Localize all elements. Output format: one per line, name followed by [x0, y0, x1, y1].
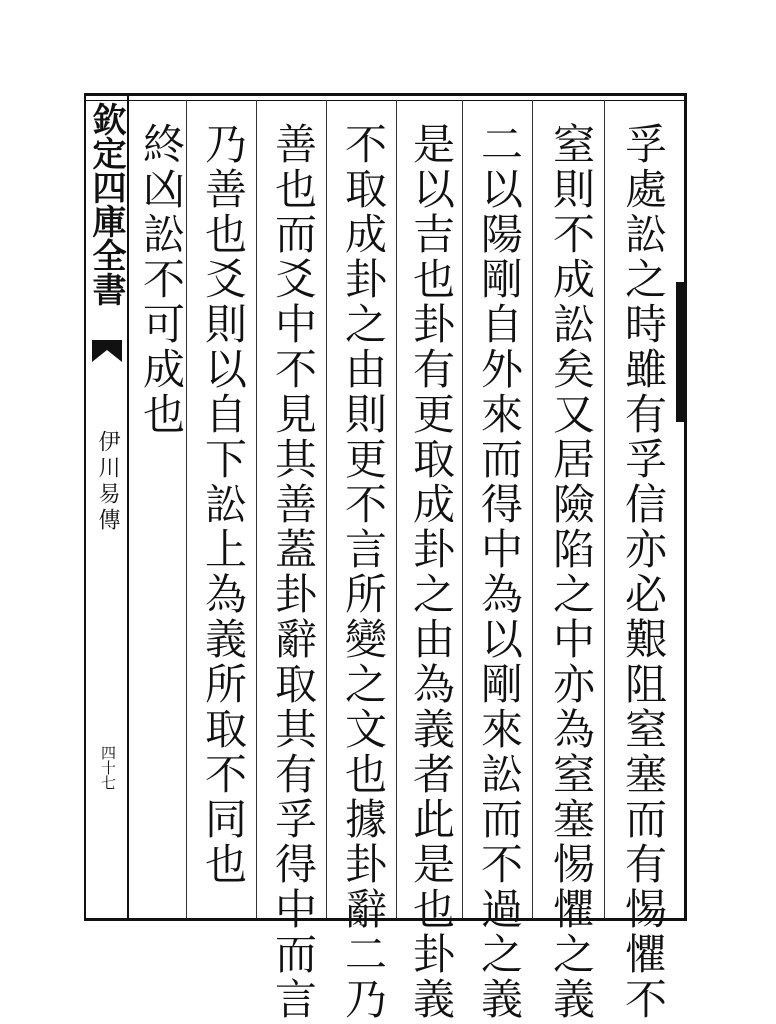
column-divider: [532, 100, 533, 918]
column-divider: [256, 100, 257, 918]
page-number: 四十七: [99, 745, 117, 790]
text-column-4: 是以吉也卦有更取成卦之由為義者此是也卦義: [407, 122, 456, 1022]
collection-title: 欽定四庫全書: [86, 102, 126, 306]
fish-tail-mark-icon: [90, 338, 124, 364]
margin-divider: [127, 93, 129, 921]
text-column-6: 善也而爻中不見其善蓋卦辭取其有孚得中而言: [269, 122, 318, 1022]
top-border: [84, 93, 686, 96]
top-border-inner: [84, 100, 686, 101]
column-divider: [604, 100, 605, 918]
text-column-8: 終凶訟不可成也: [137, 122, 186, 437]
right-edge-bar: [676, 282, 684, 422]
text-column-3: 二以陽剛自外來而得中為以剛來訟而不過之義: [475, 122, 524, 1022]
text-column-7: 乃善也爻則以自下訟上為義所取不同也: [199, 122, 248, 887]
column-divider: [326, 100, 327, 918]
column-divider: [396, 100, 397, 918]
text-column-5: 不取成卦之由則更不言所變之文也據卦辭二乃: [339, 122, 388, 1022]
column-divider: [462, 100, 463, 918]
text-column-2: 窒則不成訟矣又居險陷之中亦為窒塞惕懼之義: [547, 122, 596, 1022]
right-border: [684, 93, 687, 921]
text-column-1: 孚處訟之時雖有孚信亦必艱阻窒塞而有惕懼不: [619, 122, 668, 1022]
book-title: 伊川易傳: [95, 430, 120, 534]
